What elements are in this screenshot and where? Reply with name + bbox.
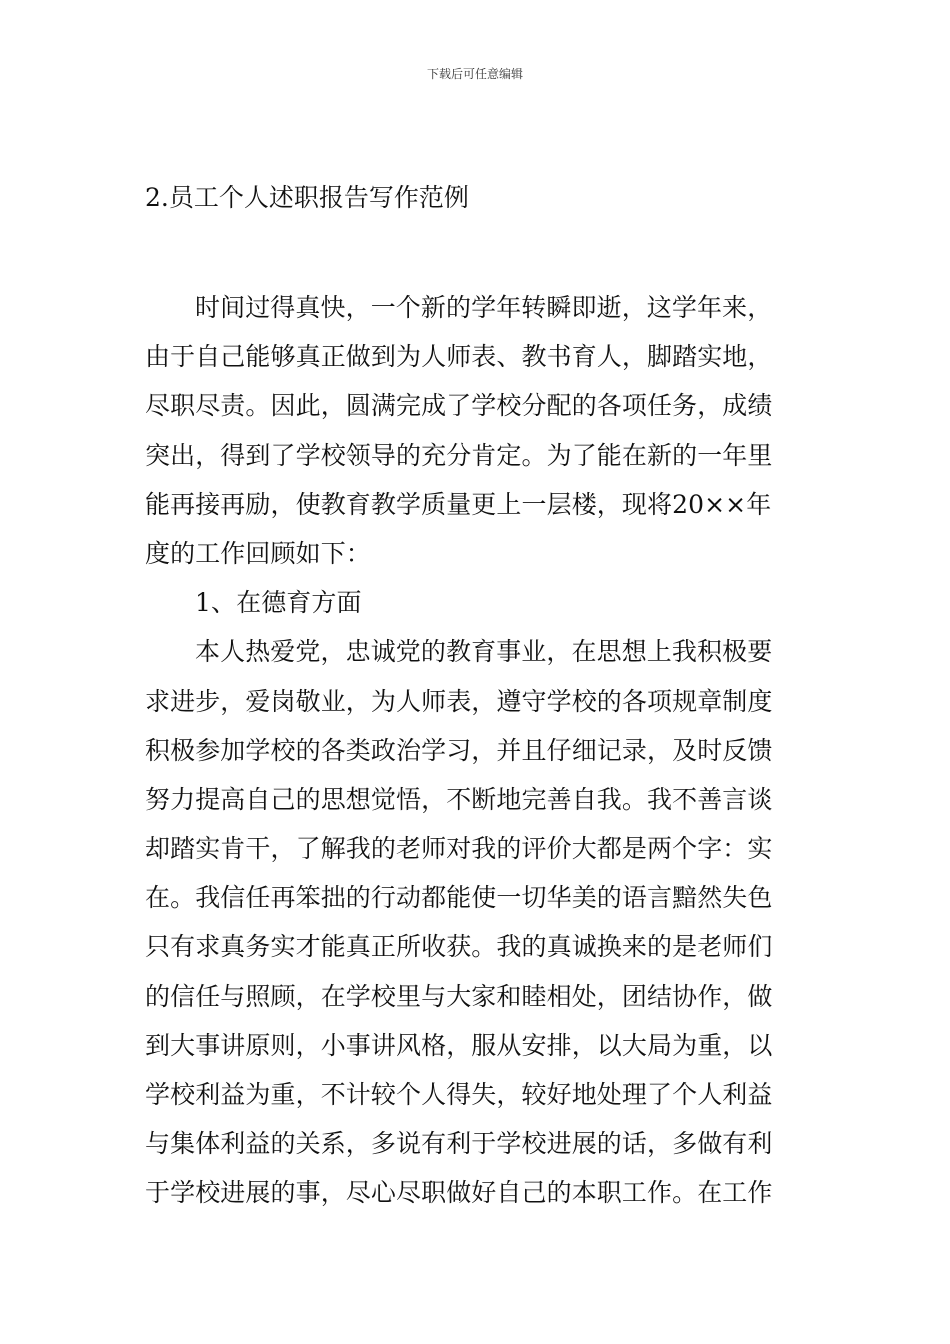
paragraph-line: 努力提高自己的思想觉悟，不断地完善自我。我不善言谈: [145, 784, 773, 814]
paragraph-line: 的信任与照顾，在学校里与大家和睦相处，团结协作，做: [145, 981, 773, 1011]
paragraph-line: 却踏实肯干，了解我的老师对我的评价大都是两个字：实: [145, 834, 773, 864]
paragraph-line: 本人热爱党，忠诚党的教育事业，在思想上我积极要: [195, 637, 773, 667]
document-title: 2.员工个人述职报告写作范例: [145, 183, 469, 212]
section-heading: 1、在德育方面: [195, 588, 362, 618]
paragraph-line: 积极参加学校的各类政治学习，并且仔细记录，及时反馈: [145, 735, 773, 765]
paragraph-line: 在。我信任再笨拙的行动都能使一切华美的语言黯然失色: [145, 883, 773, 913]
paragraph-line: 能再接再励，使教育教学质量更上一层楼，现将20××年: [145, 489, 772, 519]
header-note: 下载后可任意编辑: [426, 67, 523, 81]
document-body: [145, 283, 810, 1218]
paragraph-line: 只有求真务实才能真正所收获。我的真诚换来的是老师们: [145, 932, 773, 962]
paragraph-line: 学校利益为重，不计较个人得失，较好地处理了个人利益: [145, 1080, 773, 1109]
paragraph-line: 到大事讲原则，小事讲风格，服从安排，以大局为重，以: [145, 1030, 773, 1060]
paragraph-line: 与集体利益的关系，多说有利于学校进展的话，多做有利: [145, 1129, 773, 1159]
paragraph-line: 时间过得真快，一个新的学年转瞬即逝，这学年来，: [195, 293, 773, 322]
paragraph-line: 求进步，爱岗敬业，为人师表，遵守学校的各项规章制度: [145, 686, 773, 716]
paragraph-line: 尽职尽责。因此，圆满完成了学校分配的各项任务，成绩: [145, 391, 773, 421]
paragraph-line: 由于自己能够真正做到为人师表、教书育人，脚踏实地，: [145, 342, 773, 372]
paragraph-line: 度的工作回顾如下：: [145, 538, 371, 568]
paragraph-line: 于学校进展的事，尽心尽职做好自己的本职工作。在工作: [145, 1178, 773, 1208]
paragraph-line: 突出，得到了学校领导的充分肯定。为了能在新的一年里: [145, 440, 773, 470]
